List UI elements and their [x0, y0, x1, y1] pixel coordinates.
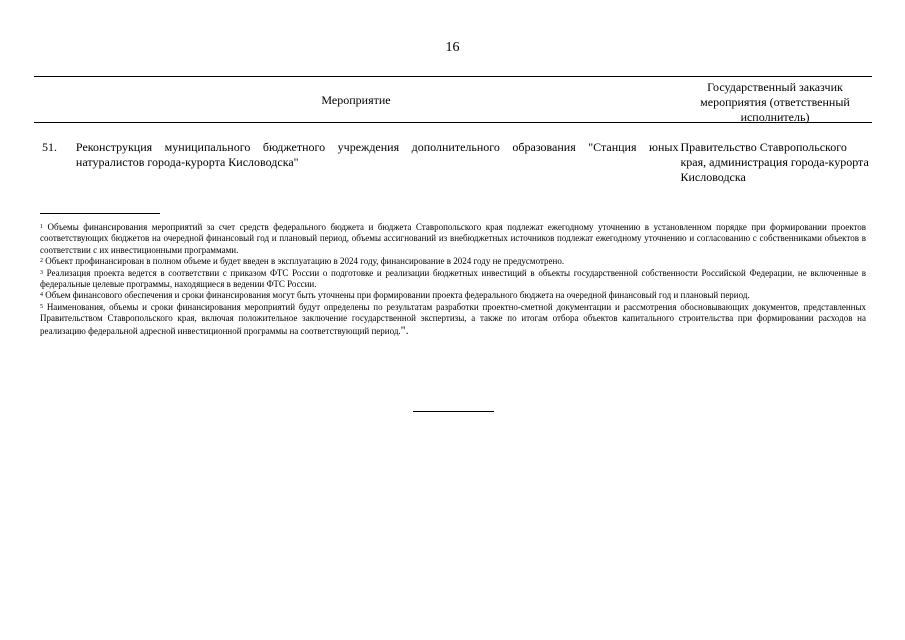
row-responsible: Правительство Ставропольского края, администрация города-курорта Кисловодска [680, 140, 869, 184]
footnote-text: Объем финансового обеспечения и сроки финансирования могут быть уточнены при формировании проекта федерального бюджета на очередной финансовый год и плановый период. [45, 290, 750, 301]
end-divider [413, 411, 494, 412]
table-header [34, 77, 872, 122]
footnote-1 [40, 222, 866, 256]
footnote-text: Объект профинансирован в полном объеме и будет введен в эксплуатацию в 2024 году, финансирование в 2024 году не предусмотрено. [45, 256, 565, 267]
footnote-divider [40, 213, 160, 214]
footnote-mark: 5 [40, 303, 43, 310]
closing-quote: ". [400, 322, 409, 337]
footnote-mark: 4 [40, 292, 43, 299]
row-event-text: Реконструкция муниципального бюджетного учреждения дополнительного образования "Станция юных натуралистов города-курорта Кисловодска" [75, 140, 679, 169]
row-number: 51. [42, 140, 57, 154]
footnote-mark: 3 [40, 269, 43, 276]
footnote-text: Наименования, объемы и сроки финансирования мероприятий будут определены по результатам разработки проектно-сметной документации и рассмотрения обосновывающих документов, представленных Правительством Ставропольского края, включая положительное заключение государственной экспертизы, а также по итогам отбора объектов капитального строительства при формировании расходов на реализацию федеральной адресной инвестиционной программы на соответствующий период. [40, 301, 866, 336]
footnote-2 [40, 256, 866, 267]
footnotes [40, 222, 866, 337]
footnote-text: Реализация проекта ведется в соответствии с приказом ФТС России о подготовке и реализации бюджетных инвестиций в объекты государственной собственности Российской Федерации, не включенные в федеральные целевые программы, находящиеся в ведении ФТС России. [40, 267, 866, 290]
footnote-mark: 1 [40, 224, 43, 230]
header-customer: Государственный заказчик мероприятия (ответственный исполнитель) [700, 80, 850, 124]
footnote-text: Объемы финансирования мероприятий за счет средств федерального бюджета и бюджета Ставропольского края подлежат ежегодному уточнению в установленном порядке при формировании проектов соответствующих бюджетов на очередной финансовый год и плановый период, объемы ассигнований из внебюджетных источников подлежат ежегодному уточнению и согласованию с собственниками объектов в соответствии с их инвестиционными программами. [40, 222, 867, 255]
page-number: 16 [445, 40, 460, 55]
header-event: Мероприятие [321, 93, 391, 107]
footnote-3 [40, 268, 866, 291]
events-table [34, 76, 872, 185]
footnote-5 [40, 302, 866, 337]
footnote-4 [40, 290, 866, 301]
table-row [34, 140, 872, 185]
footnote-mark: 2 [40, 258, 43, 265]
